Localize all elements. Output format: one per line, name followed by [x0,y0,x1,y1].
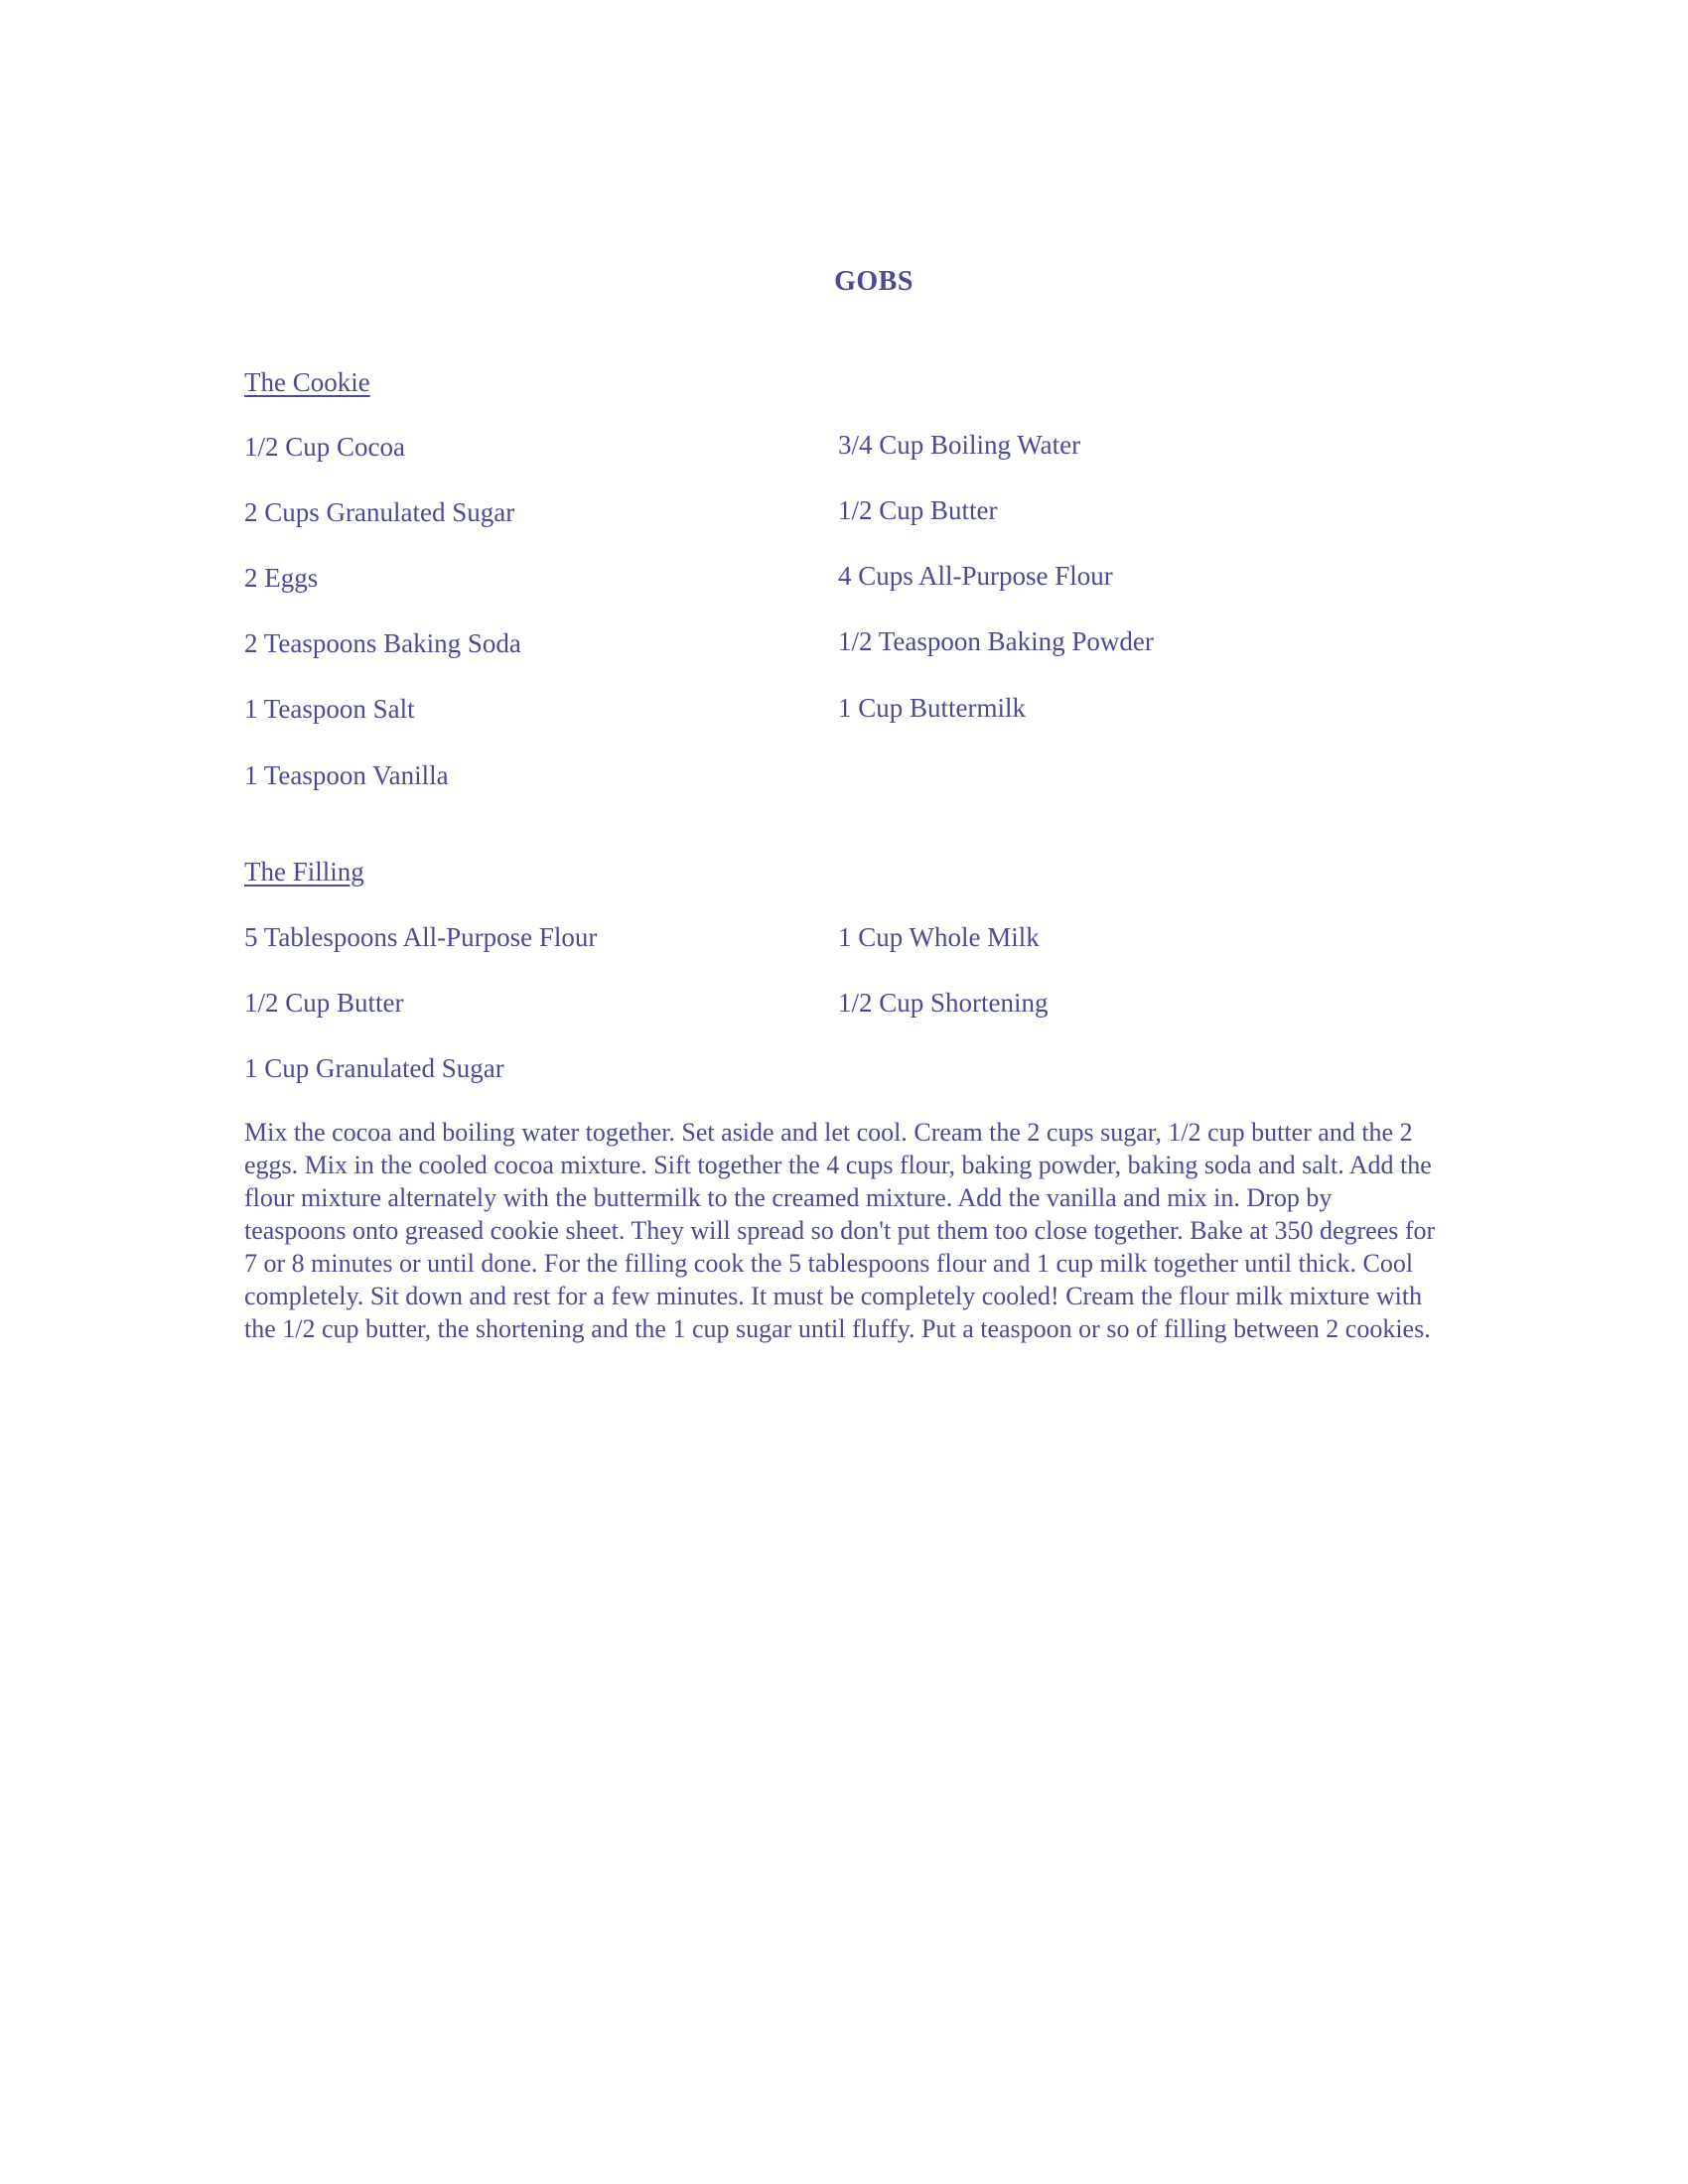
cookie-ingredient-cocoa: 1/2 Cup Cocoa [244,432,405,462]
cookie-ingredient-baking-powder: 1/2 Teaspoon Baking Powder [838,626,1154,656]
filling-ingredient-shortening: 1/2 Cup Shortening [838,988,1049,1018]
recipe-title: GOBS [834,266,914,297]
filling-ingredient-milk: 1 Cup Whole Milk [838,922,1040,952]
filling-ingredient-butter: 1/2 Cup Butter [244,988,404,1018]
filling-ingredient-sugar: 1 Cup Granulated Sugar [244,1053,504,1083]
cookie-ingredient-vanilla: 1 Teaspoon Vanilla [244,760,449,790]
filling-section-heading: The Filling [244,857,364,887]
cookie-ingredient-salt: 1 Teaspoon Salt [244,694,415,724]
cookie-ingredient-butter: 1/2 Cup Butter [838,495,998,525]
cookie-ingredient-baking-soda: 2 Teaspoons Baking Soda [244,628,521,658]
instructions-paragraph: Mix the cocoa and boiling water together. Set aside and let cool. Cream the 2 cups sugar, 1/2 cup butter and the 2 eggs. Mix in the cooled cocoa mixture. Sift together the 4 cups flour, baking powder, baking soda and salt. Add the flour mixture alternately with the buttermilk to the creamed mixture. Add the vanilla and mix in. Drop by teaspoons onto greased cookie sheet. They will spread so don't put them too close together. Bake at 350 degrees for 7 or 8 minutes or until done. For the filling cook the 5 tablespoons flour and 1 cup milk together until thick. Cool completely. Sit down and rest for a few minutes. It must be completely cooled! Cream the flour milk mixture with the 1/2 cup butter, the shortening and the 1 cup sugar until fluffy. Put a teaspoon or so of filling between 2 cookies. [244,1118,1436,1343]
cookie-section-heading: The Cookie [244,367,370,397]
filling-ingredient-flour: 5 Tablespoons All-Purpose Flour [244,922,598,952]
cookie-ingredient-flour: 4 Cups All-Purpose Flour [838,561,1113,591]
cookie-ingredient-eggs: 2 Eggs [244,563,319,593]
cookie-ingredient-sugar: 2 Cups Granulated Sugar [244,497,515,527]
cookie-ingredient-buttermilk: 1 Cup Buttermilk [838,693,1026,723]
cookie-ingredient-boiling-water: 3/4 Cup Boiling Water [838,430,1081,460]
recipe-instructions [244,1116,1436,1345]
